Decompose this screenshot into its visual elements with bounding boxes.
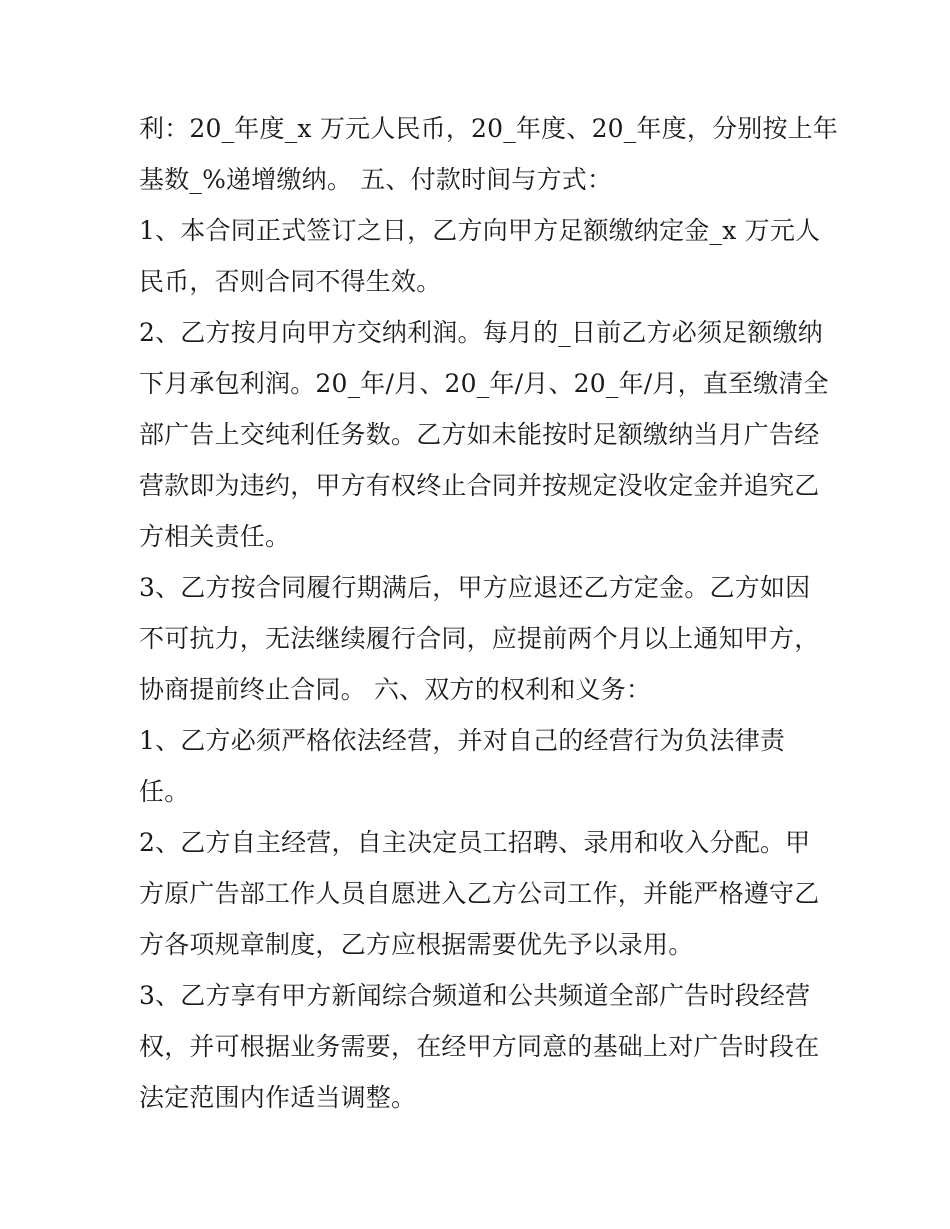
text-line: 部广告上交纯利任务数。乙方如未能按时足额缴纳当月广告经 [139, 420, 820, 449]
text-line: 营款即为违约，甲方有权终止合同并按规定没收定金并追究乙 [139, 471, 820, 500]
text-line: 3、乙方享有甲方新闻综合频道和公共频道全部广告时段经营 [139, 981, 811, 1010]
text-line: 2、乙方自主经营，自主决定员工招聘、录用和收入分配。甲 [139, 828, 811, 857]
text-line: 利：20_年度_x 万元人民币，20_年度、20_年度，分别按上年 [139, 114, 839, 143]
text-line: 下月承包利润。20_年/月、20_年/月、20_年/月，直至缴清全 [139, 369, 829, 398]
text-line: 基数_%递增缴纳。 五、付款时间与方式： [139, 165, 613, 194]
text-line: 权，并可根据业务需要，在经甲方同意的基础上对广告时段在 [139, 1032, 820, 1061]
text-line: 任。 [139, 777, 190, 806]
text-line: 1、乙方必须严格依法经营，并对自己的经营行为负法律责 [139, 726, 786, 755]
text-line: 不可抗力，无法继续履行合同，应提前两个月以上通知甲方， [139, 624, 820, 653]
text-line: 2、乙方按月向甲方交纳利润。每月的_日前乙方必须足额缴纳 [139, 318, 824, 347]
text-line: 1、本合同正式签订之日，乙方向甲方足额缴纳定金_x 万元人 [139, 216, 821, 245]
text-line: 3、乙方按合同履行期满后，甲方应退还乙方定金。乙方如因 [139, 573, 811, 602]
text-line: 协商提前终止合同。 六、双方的权利和义务： [139, 675, 652, 704]
text-line: 方原广告部工作人员自愿进入乙方公司工作，并能严格遵守乙 [139, 879, 820, 908]
text-line: 民币，否则合同不得生效。 [139, 267, 442, 296]
text-line: 方各项规章制度，乙方应根据需要优先予以录用。 [139, 930, 694, 959]
text-line: 方相关责任。 [139, 522, 291, 551]
text-line: 法定范围内作适当调整。 [139, 1083, 417, 1112]
